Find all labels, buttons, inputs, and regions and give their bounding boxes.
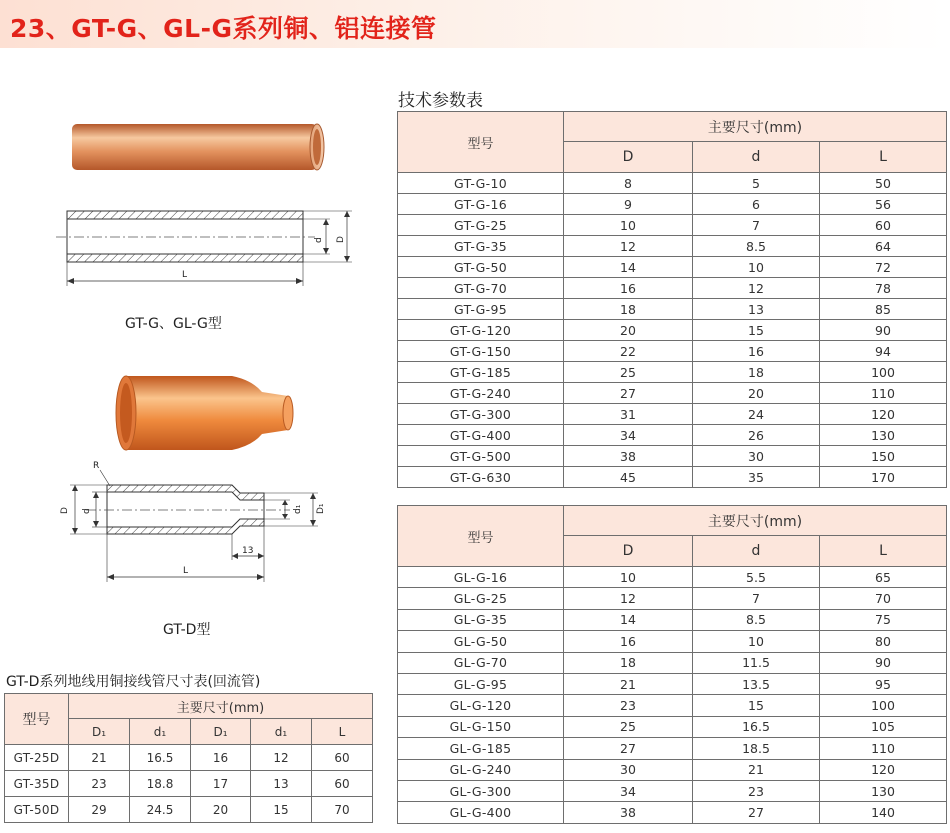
glg-spec-table	[397, 505, 947, 824]
value-cell: 12	[693, 278, 820, 299]
value-cell: 30	[564, 759, 693, 780]
value-cell: 10	[564, 215, 693, 236]
gtd-dim-d1: d₁	[293, 504, 303, 514]
value-cell: 21	[69, 745, 130, 771]
model-cell: GL-G-240	[398, 759, 564, 780]
gtg-spec-table	[397, 111, 947, 488]
gtd-dim-d: d	[82, 508, 92, 514]
section-title: 技术参数表	[398, 91, 483, 111]
gtd-drawing	[70, 470, 318, 582]
value-cell: 22	[564, 341, 693, 362]
glg-table-row	[398, 780, 947, 801]
glg-table-row	[398, 567, 947, 588]
gtg-dim-d: d	[314, 237, 324, 243]
value-cell: 20	[191, 797, 251, 823]
model-cell: GT-G-50	[398, 257, 564, 278]
gtg-table-row	[398, 299, 947, 320]
value-cell: 8	[564, 173, 693, 194]
value-cell: 18	[564, 652, 693, 673]
value-cell: 16.5	[130, 745, 191, 771]
gtg-dim-L: L	[182, 270, 188, 280]
table2-col-L: L	[820, 536, 947, 567]
value-cell: 10	[693, 631, 820, 652]
value-cell: 27	[564, 383, 693, 404]
value-cell: 130	[820, 425, 947, 446]
model-cell: GT-G-630	[398, 467, 564, 488]
value-cell: 9	[564, 194, 693, 215]
value-cell: 17	[191, 771, 251, 797]
value-cell: 7	[693, 588, 820, 609]
model-cell: GL-G-35	[398, 609, 564, 630]
gtg-figure	[0, 100, 370, 340]
value-cell: 8.5	[693, 236, 820, 257]
model-cell: GT-G-300	[398, 404, 564, 425]
value-cell: 64	[820, 236, 947, 257]
value-cell: 110	[820, 738, 947, 759]
value-cell: 10	[693, 257, 820, 278]
value-cell: 13.5	[693, 673, 820, 694]
gtg-dim-D: D	[336, 236, 346, 243]
glg-table-row	[398, 738, 947, 759]
value-cell: 18.5	[693, 738, 820, 759]
gtg-table-row	[398, 215, 947, 236]
gtg-table-row	[398, 257, 947, 278]
value-cell: 16	[191, 745, 251, 771]
gtd-caption: GT-D型	[163, 622, 211, 638]
model-cell: GT-G-25	[398, 215, 564, 236]
glg-table-row	[398, 588, 947, 609]
value-cell: 85	[820, 299, 947, 320]
gtd-figure	[0, 360, 370, 610]
model-cell: GT-G-150	[398, 341, 564, 362]
gtg-table-row	[398, 173, 947, 194]
value-cell: 72	[820, 257, 947, 278]
value-cell: 75	[820, 609, 947, 630]
table1-main-header: 主要尺寸(mm)	[564, 112, 947, 142]
model-cell: GT-G-95	[398, 299, 564, 320]
value-cell: 18	[693, 362, 820, 383]
table2-model-header: 型号	[398, 506, 564, 567]
value-cell: 38	[564, 446, 693, 467]
model-cell: GT-G-16	[398, 194, 564, 215]
glg-table-row	[398, 652, 947, 673]
value-cell: 34	[564, 425, 693, 446]
gtg-table-row	[398, 278, 947, 299]
gtd-tube-photo	[116, 376, 293, 450]
value-cell: 12	[564, 236, 693, 257]
value-cell: 140	[820, 802, 947, 823]
value-cell: 95	[820, 673, 947, 694]
model-cell: GT-25D	[5, 745, 69, 771]
model-cell: GT-G-240	[398, 383, 564, 404]
model-cell: GL-G-16	[398, 567, 564, 588]
glg-table-row	[398, 695, 947, 716]
value-cell: 90	[820, 652, 947, 673]
value-cell: 35	[693, 467, 820, 488]
value-cell: 120	[820, 404, 947, 425]
value-cell: 60	[312, 771, 373, 797]
gtd-spec-table	[4, 693, 373, 823]
gtd-table-row	[5, 771, 373, 797]
value-cell: 21	[564, 673, 693, 694]
glg-table-row	[398, 716, 947, 737]
table3-col-d1-a: d₁	[130, 719, 191, 745]
value-cell: 21	[693, 759, 820, 780]
value-cell: 38	[564, 802, 693, 823]
value-cell: 8.5	[693, 609, 820, 630]
value-cell: 60	[820, 215, 947, 236]
table3-col-D1-a: D₁	[69, 719, 130, 745]
gtg-table-row	[398, 341, 947, 362]
value-cell: 70	[820, 588, 947, 609]
gtg-table-row	[398, 425, 947, 446]
table2-col-D: D	[564, 536, 693, 567]
value-cell: 110	[820, 383, 947, 404]
gtg-table-row	[398, 446, 947, 467]
value-cell: 23	[69, 771, 130, 797]
gtd-dim-D: D	[60, 507, 70, 514]
value-cell: 94	[820, 341, 947, 362]
value-cell: 7	[693, 215, 820, 236]
table3-col-D1-b: D₁	[191, 719, 251, 745]
value-cell: 100	[820, 695, 947, 716]
value-cell: 10	[564, 567, 693, 588]
value-cell: 25	[564, 716, 693, 737]
value-cell: 20	[693, 383, 820, 404]
model-cell: GL-G-120	[398, 695, 564, 716]
model-cell: GT-G-70	[398, 278, 564, 299]
value-cell: 23	[564, 695, 693, 716]
glg-table-row	[398, 759, 947, 780]
value-cell: 50	[820, 173, 947, 194]
gtd-dim-L: L	[183, 566, 189, 576]
glg-table-row	[398, 802, 947, 823]
value-cell: 16	[564, 278, 693, 299]
value-cell: 20	[564, 320, 693, 341]
model-cell: GL-G-300	[398, 780, 564, 801]
model-cell: GT-G-10	[398, 173, 564, 194]
glg-table-row	[398, 631, 947, 652]
table3-model-header: 型号	[5, 694, 69, 745]
value-cell: 120	[820, 759, 947, 780]
table1-col-L: L	[820, 142, 947, 173]
value-cell: 78	[820, 278, 947, 299]
glg-table-row	[398, 673, 947, 694]
gtg-table-row	[398, 362, 947, 383]
gtg-tube-photo	[72, 124, 324, 170]
table2-main-header: 主要尺寸(mm)	[564, 506, 947, 536]
gtg-table-row	[398, 383, 947, 404]
gtd-dim-R: R	[93, 461, 100, 471]
value-cell: 15	[693, 695, 820, 716]
model-cell: GL-G-70	[398, 652, 564, 673]
page-title: 23、GT-G、GL-G系列铜、铝连接管	[10, 14, 437, 43]
gtd-dim-13: 13	[242, 546, 254, 556]
value-cell: 23	[693, 780, 820, 801]
gtg-table-row	[398, 467, 947, 488]
value-cell: 45	[564, 467, 693, 488]
model-cell: GL-G-25	[398, 588, 564, 609]
value-cell: 34	[564, 780, 693, 801]
value-cell: 18	[564, 299, 693, 320]
glg-table-row	[398, 609, 947, 630]
table3-col-d1-b: d₁	[251, 719, 312, 745]
gtd-dim-D1: D₁	[316, 503, 326, 514]
table3-col-L: L	[312, 719, 373, 745]
table1-col-D: D	[564, 142, 693, 173]
model-cell: GT-G-400	[398, 425, 564, 446]
table1-model-header: 型号	[398, 112, 564, 173]
value-cell: 150	[820, 446, 947, 467]
gtd-table-row	[5, 797, 373, 823]
value-cell: 27	[564, 738, 693, 759]
model-cell: GT-G-120	[398, 320, 564, 341]
value-cell: 11.5	[693, 652, 820, 673]
value-cell: 105	[820, 716, 947, 737]
value-cell: 90	[820, 320, 947, 341]
model-cell: GL-G-95	[398, 673, 564, 694]
gtd-table-row	[5, 745, 373, 771]
model-cell: GL-G-185	[398, 738, 564, 759]
model-cell: GT-35D	[5, 771, 69, 797]
value-cell: 31	[564, 404, 693, 425]
value-cell: 29	[69, 797, 130, 823]
value-cell: 15	[693, 320, 820, 341]
model-cell: GT-50D	[5, 797, 69, 823]
table3-title: GT-D系列地线用铜接线管尺寸表(回流管)	[6, 674, 261, 690]
value-cell: 170	[820, 467, 947, 488]
value-cell: 30	[693, 446, 820, 467]
value-cell: 18.8	[130, 771, 191, 797]
table3-main-header: 主要尺寸(mm)	[69, 694, 373, 719]
value-cell: 13	[693, 299, 820, 320]
model-cell: GT-G-500	[398, 446, 564, 467]
value-cell: 6	[693, 194, 820, 215]
value-cell: 26	[693, 425, 820, 446]
gtg-table-row	[398, 320, 947, 341]
value-cell: 24.5	[130, 797, 191, 823]
value-cell: 100	[820, 362, 947, 383]
value-cell: 56	[820, 194, 947, 215]
value-cell: 27	[693, 802, 820, 823]
value-cell: 16	[564, 631, 693, 652]
gtg-drawing	[56, 211, 352, 286]
value-cell: 5.5	[693, 567, 820, 588]
model-cell: GT-G-35	[398, 236, 564, 257]
value-cell: 14	[564, 257, 693, 278]
model-cell: GL-G-150	[398, 716, 564, 737]
gtg-table-row	[398, 194, 947, 215]
table1-col-d: d	[693, 142, 820, 173]
value-cell: 60	[312, 745, 373, 771]
value-cell: 12	[251, 745, 312, 771]
value-cell: 14	[564, 609, 693, 630]
model-cell: GL-G-50	[398, 631, 564, 652]
gtg-table-row	[398, 404, 947, 425]
value-cell: 12	[564, 588, 693, 609]
value-cell: 15	[251, 797, 312, 823]
value-cell: 130	[820, 780, 947, 801]
value-cell: 70	[312, 797, 373, 823]
gtg-caption: GT-G、GL-G型	[125, 316, 222, 332]
value-cell: 13	[251, 771, 312, 797]
model-cell: GL-G-400	[398, 802, 564, 823]
value-cell: 24	[693, 404, 820, 425]
gtg-table-row	[398, 236, 947, 257]
model-cell: GT-G-185	[398, 362, 564, 383]
value-cell: 16	[693, 341, 820, 362]
value-cell: 16.5	[693, 716, 820, 737]
value-cell: 65	[820, 567, 947, 588]
table2-col-d: d	[693, 536, 820, 567]
value-cell: 5	[693, 173, 820, 194]
value-cell: 80	[820, 631, 947, 652]
value-cell: 25	[564, 362, 693, 383]
